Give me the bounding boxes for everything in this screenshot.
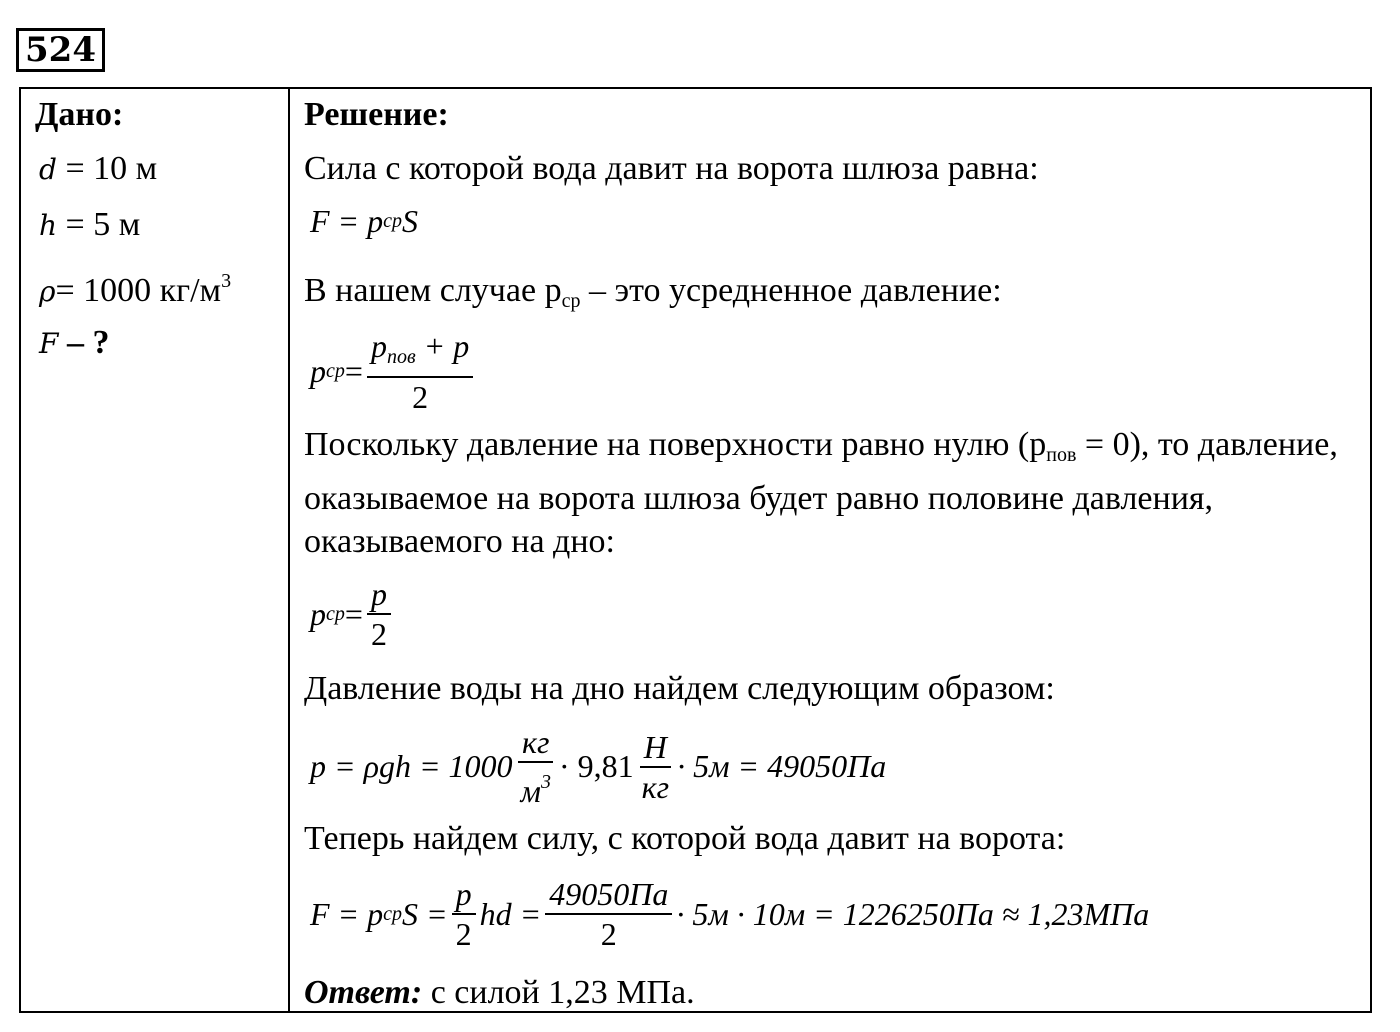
solution-column	[290, 89, 1370, 1011]
text-2: В нашем случае $р_{ср}$ – это усредненное давление:	[304, 272, 1002, 312]
given-h: h = 5 м	[39, 206, 141, 243]
solution-table	[19, 87, 1372, 1013]
text-4: Давление воды на дно найдем следующим образом:	[304, 670, 1055, 707]
given-d: d = 10 м	[39, 150, 158, 187]
text-1: Сила с которой вода давит на ворота шлюза равна:	[304, 150, 1039, 187]
formula-force-result: F = p ср S = $\frac{p}{2}$ hd = $\frac{49050Па}{2}$ · 5м · 10м = 1226250Па ≈ 1,23МПа	[310, 876, 1150, 952]
solution-header: Решение:	[304, 96, 449, 133]
given-rho: ρ= 1000 $кг/м^3$	[39, 270, 232, 309]
given-column	[21, 89, 290, 1011]
formula-force: F = p ср S	[310, 203, 419, 239]
answer: Ответ: с силой 1,23 МПа.	[304, 974, 695, 1011]
text-3: Поскольку давление на поверхности равно нулю $(р_{пов} = 0)$, то давление, оказываемое на ворота шлюза будет равно половине давления, оказываемого на дно:	[304, 426, 1338, 560]
formula-half-pressure: p ср = $\frac{p}{2}$	[310, 575, 395, 653]
formula-bottom-pressure: p = ρgh = 1000 $\frac{кг}{м^3}$ · 9,81 $\frac{Н}{кг}$ · 5м = 49050Па	[310, 724, 887, 809]
problem-number: 524	[16, 28, 105, 72]
text-5: Теперь найдем силу, с которой вода давит на ворота:	[304, 820, 1066, 857]
formula-average-pressure: p ср = $\frac{p_{пов} + p}{2}$	[310, 327, 477, 416]
given-find: F – ?	[39, 324, 110, 361]
given-header: Дано:	[35, 96, 124, 133]
